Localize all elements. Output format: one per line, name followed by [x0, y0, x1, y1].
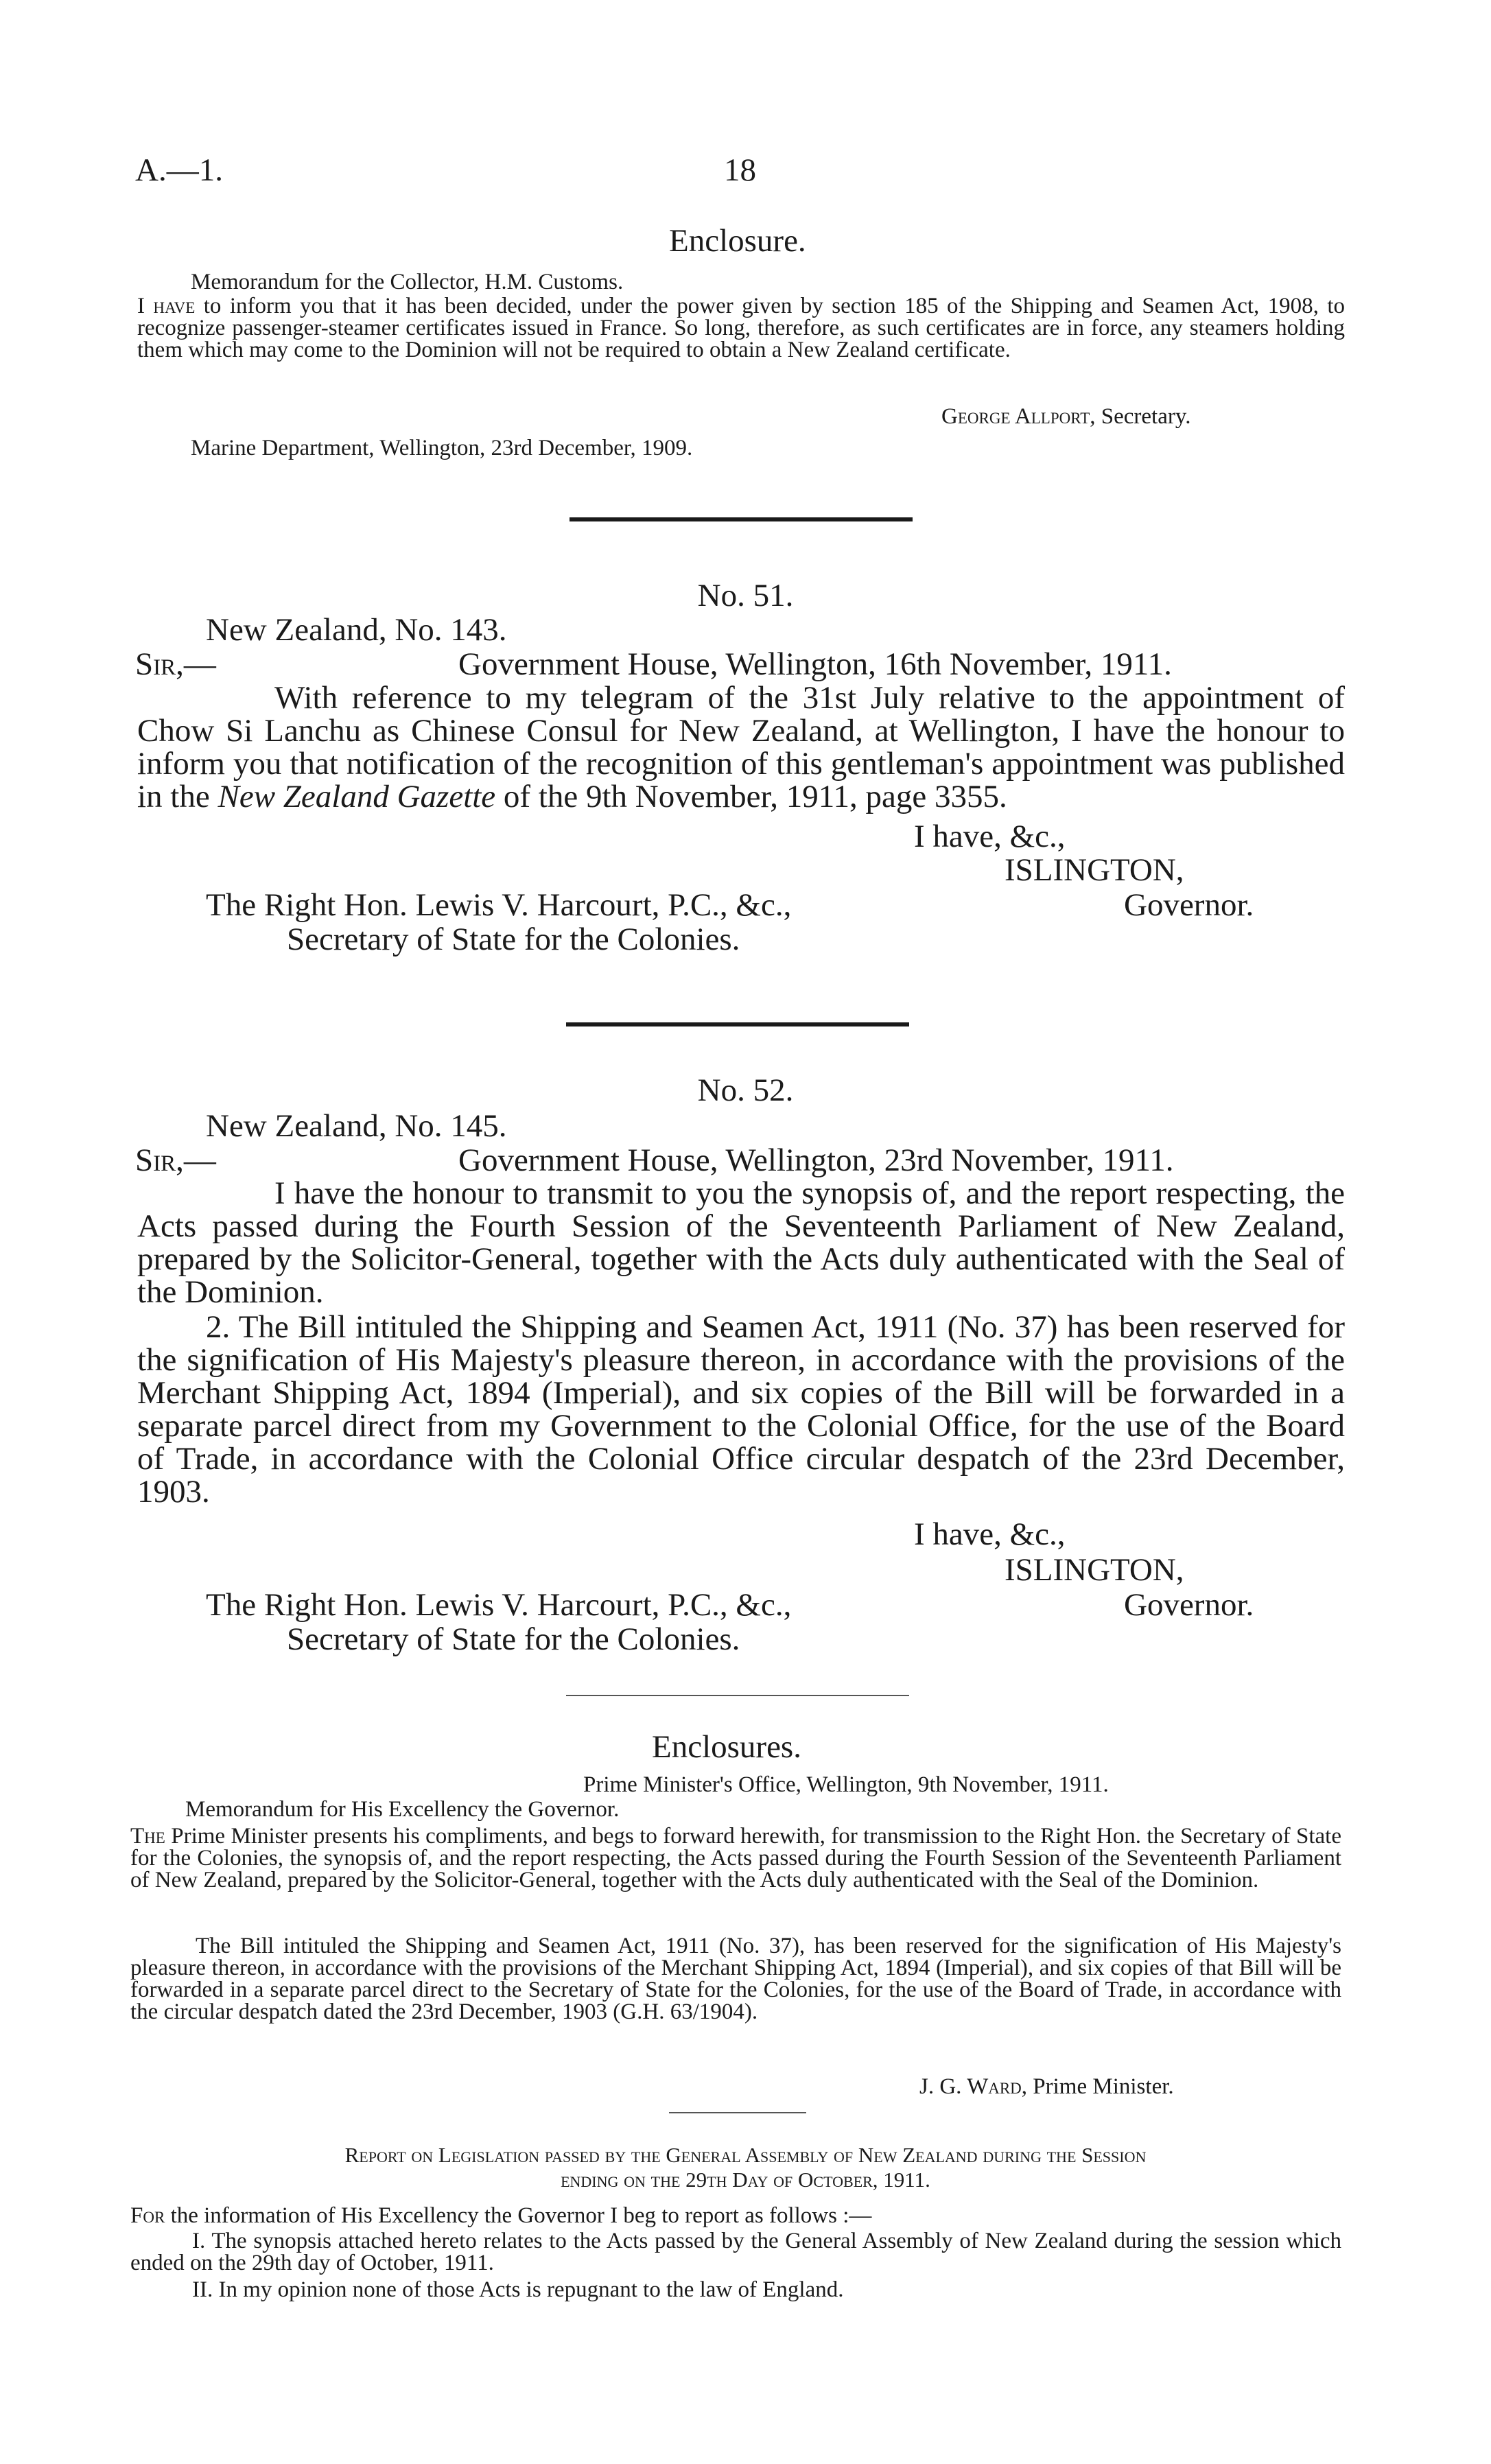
enclosures-para1 — [130, 1825, 1341, 1891]
report-intro-text: the information of His Excellency the Governor I beg to report as follows :— — [170, 2203, 872, 2228]
enclosures-para1-text: Prime Minister presents his compliments, and begs to forward herewith, for transmission to the Right Hon. the Secretary of State for the Colonies, the synopsis of, and the report respecting, the Acts passed during the Fourth Session of the Seventeenth Parliament of New Zealand, prepared by the Solicitor-General, together with the Acts duly authenticated with the Seal of the Dominion. — [130, 1824, 1341, 1892]
enclosures-heading: Enclosures. — [652, 1729, 801, 1765]
report-item-2: II. In my opinion none of those Acts is repugnant to the law of England. — [192, 2277, 844, 2302]
enclosure-signature-name: George Allport — [941, 404, 1090, 429]
enclosure-place-date: Marine Department, Wellington, 23rd December, 1909. — [191, 436, 693, 460]
enclosures-signature-name: J. G. Ward — [919, 2074, 1022, 2099]
enclosure-body — [137, 295, 1345, 361]
enclosures-para2: The Bill intituled the Shipping and Seamen Act, 1911 (No. 37), has been reserved for the signification of His Majesty's pleasure thereon, in accordance with the provisions of the Merchant Shipping Act, 1894 (Imperial), and six copies of that Bill will be forwarded in a separate parcel direct to the Secretary of State for the Colonies, for the use of the Board of Trade, in accordance with the circular despatch dated the 23rd December, 1903 (G.H. 63/1904). — [130, 1934, 1341, 2024]
section-divider — [566, 1695, 909, 1696]
despatch-51-body-pre: With reference to my telegram of the 31st July relative to the appointment of Chow Si Lanchu as Chinese Consul for New Zealand, at Wellington, I have the honour to inform you that notification of the recognition of this gentleman's appointment was published in the — [137, 680, 1345, 814]
series-reference: A.—1. — [135, 152, 223, 188]
enclosures-signature-title: , Prime Minister. — [1021, 2074, 1174, 2099]
enclosure-address: Memorandum for the Collector, H.M. Customs. — [191, 270, 624, 294]
enclosure-signature — [941, 403, 1190, 430]
section-divider — [669, 2112, 806, 2113]
despatch-51-number: No. 51. — [697, 578, 794, 613]
despatch-52-number: No. 52. — [697, 1072, 794, 1108]
despatch-51-signer-title: Governor. — [1124, 887, 1254, 923]
enclosure-body-text: to inform you that it has been decided, under the power given by section 185 of the Shipping and Seamen Act, 1908, to recognize passenger-steamer certificates issued in France. So long, therefore, as such certificates are in force, any steamers holding them which may come to the Dominion will not be required to obtain a New Zealand certificate. — [137, 294, 1346, 362]
despatch-52-salutation: Sir,— — [135, 1142, 216, 1178]
despatch-52-ref: New Zealand, No. 145. — [206, 1108, 507, 1144]
despatch-52-closing: I have, &c., — [914, 1516, 1066, 1552]
despatch-51-signer: ISLINGTON, — [1005, 852, 1184, 888]
enclosure-lead: I have — [137, 294, 196, 318]
section-divider — [566, 1022, 909, 1026]
report-title-line1: Report on Legislation passed by the General Assembly of New Zealand during the Session — [344, 2143, 1147, 2167]
despatch-51-salutation: Sir,— — [135, 646, 216, 682]
despatch-51-addressee-title: Secretary of State for the Colonies. — [287, 922, 740, 957]
despatch-52-para2: 2. The Bill intituled the Shipping and Seamen Act, 1911 (No. 37) has been reserved for the signification of His Majesty's pleasure thereon, in accordance with the provisions of the Merchant Shipping Act, 1894 (Imperial), and six copies of the Bill will be forwarded in a separate parcel direct from my Government to the Colonial Office, for the use of the Board of Trade, in accordance with the Colonial Office circular despatch of the 23rd December, 1903. — [137, 1309, 1345, 1510]
report-item-1: I. The synopsis attached hereto relates to the Acts passed by the General Assembly of New Zealand during the session which ended on the 29th day of October, 1911. — [130, 2229, 1341, 2275]
despatch-51-gazette: New Zealand Gazette — [218, 779, 496, 814]
despatch-52-signer: ISLINGTON, — [1005, 1552, 1184, 1588]
despatch-51-dateline: Government House, Wellington, 16th November, 1911. — [458, 646, 1172, 682]
enclosures-signature — [919, 2074, 1174, 2100]
enclosures-address: Memorandum for His Excellency the Governor. — [185, 1797, 620, 1822]
page-number: 18 — [724, 152, 756, 188]
enclosures-dateline: Prime Minister's Office, Wellington, 9th November, 1911. — [583, 1772, 1109, 1797]
despatch-52-addressee: The Right Hon. Lewis V. Harcourt, P.C., &c., — [206, 1587, 792, 1623]
report-lead: For — [130, 2203, 165, 2228]
despatch-51-addressee: The Right Hon. Lewis V. Harcourt, P.C., &c., — [206, 887, 792, 923]
despatch-51-body — [137, 681, 1345, 813]
despatch-52-dateline: Government House, Wellington, 23rd November, 1911. — [458, 1142, 1174, 1178]
report-intro — [130, 2203, 871, 2229]
section-divider — [570, 517, 913, 521]
enclosures-lead: The — [130, 1824, 165, 1849]
report-title-line2: ending on the 29th Day of October, 1911. — [561, 2168, 930, 2192]
despatch-51-closing: I have, &c., — [914, 819, 1066, 854]
enclosure-heading: Enclosure. — [669, 223, 806, 259]
despatch-52-signer-title: Governor. — [1124, 1587, 1254, 1623]
despatch-52-para1: I have the honour to transmit to you the synopsis of, and the report respecting, the Acts passed during the Fourth Session of the Seventeenth Parliament of New Zealand, prepared by the Solicitor-General, together with the Acts duly authenticated with the Seal of the Dominion. — [137, 1175, 1345, 1310]
enclosure-signature-title: , Secretary. — [1090, 404, 1191, 429]
despatch-51-ref: New Zealand, No. 143. — [206, 612, 507, 648]
despatch-52-addressee-title: Secretary of State for the Colonies. — [287, 1621, 740, 1657]
despatch-51-body-post: of the 9th November, 1911, page 3355. — [503, 779, 1007, 814]
